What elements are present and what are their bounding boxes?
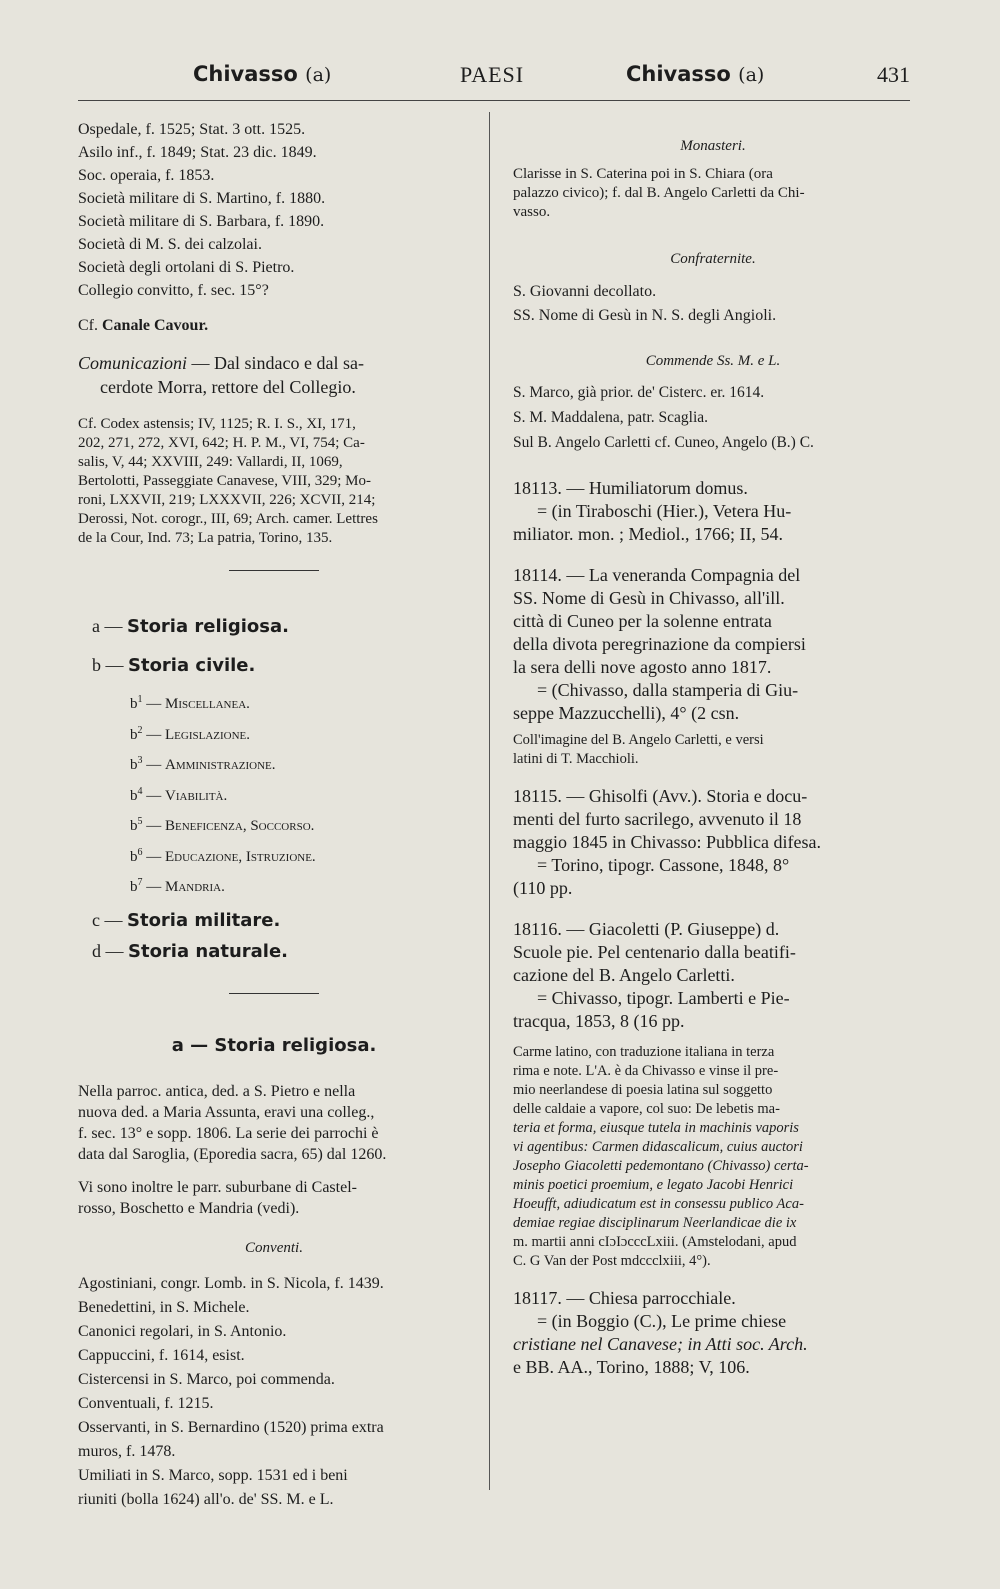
page-number: 431 bbox=[877, 62, 910, 87]
entry-18117: 18117. — Chiesa parrocchiale. = (in Boggio (C.), Le prime chiese cristiane nel Canavese; in Atti soc. Arch. e BB. AA., Torino, 1888; V, 106. bbox=[513, 1288, 808, 1377]
convento-item: Umiliati in S. Marco, sopp. 1531 ed i beni bbox=[78, 1466, 348, 1484]
section-c[interactable]: c — Storia militare. bbox=[92, 909, 281, 931]
commenda-item: Sul B. Angelo Carletti cf. Cuneo, Angelo (B.) C. bbox=[513, 434, 814, 451]
institution-item: Asilo inf., f. 1849; Stat. 23 dic. 1849. bbox=[78, 144, 317, 161]
ref-line: Bertolotti, Passeggiate Canavese, VIII, 329; Mo- bbox=[78, 473, 371, 489]
subsections-index bbox=[78, 687, 470, 901]
institution-item: Società degli ortolani di S. Pietro. bbox=[78, 259, 295, 276]
institution-item: Società militare di S. Barbara, f. 1890. bbox=[78, 213, 325, 230]
section-a[interactable]: a — Storia religiosa. bbox=[92, 616, 289, 637]
ref-line: salis, V, 44; XXVIII, 249: Vallardi, II, 1069, bbox=[78, 454, 343, 470]
commende-heading: Commende Ss. M. e L. bbox=[645, 353, 781, 369]
monasteri-heading: Monasteri. bbox=[680, 138, 746, 154]
subsection-b4[interactable]: $b^4$ — Viabilità. bbox=[130, 785, 228, 804]
parish-paragraph: Nella parroc. antica, ded. a S. Pietro e nella nuova ded. a Maria Assunta, eravi una colleg., f. sec. 13° e sopp. 1806. La serie dei parrochi è data dal Saroglia, (Eporedia sacra, 65) dal 1260. bbox=[78, 1082, 387, 1163]
convento-item: riuniti (bolla 1624) all'o. de' SS. M. e L. bbox=[78, 1490, 334, 1508]
cross-reference-link[interactable]: Canale Cavour. bbox=[102, 317, 209, 334]
column-divider bbox=[489, 112, 490, 1490]
ref-line: Derossi, Not. corogr., III, 69; Arch. camer. Lettres bbox=[78, 511, 378, 527]
convento-item: Osservanti, in S. Bernardino (1520) prima extra bbox=[78, 1418, 384, 1436]
institution-item: Ospedale, f. 1525; Stat. 3 ott. 1525. bbox=[78, 121, 306, 138]
running-header bbox=[78, 58, 910, 101]
suburban-parishes: Vi sono inoltre le parr. suburbane di Castel- rosso, Boschetto e Mandria (vedi). bbox=[78, 1178, 357, 1217]
header-center-title: PAESI bbox=[460, 62, 525, 87]
entry-18116: 18116. — Giacoletti (P. Giuseppe) d. Scuole pie. Pel centenario dalla beatifi- cazione del B. Angelo Carletti. = Chivasso, tipogr. Lamberti e Pie- tracqua, 1853, 8 (16 pp. bbox=[513, 919, 796, 1031]
entry-18113: 18113. — Humiliatorum domus. = (in Tiraboschi (Hier.), Vetera Hu- miliator. mon. ; Mediol., 1766; II, 54. bbox=[513, 478, 792, 544]
entry-18114: 18114. — La veneranda Compagnia del SS. Nome di Gesù in Chivasso, all'ill. città di Cuneo per la solenne entrata della divota peregrinazione da compiersi la sera delli nove agosto anno 1817. = (Chivasso, dalla stamperia di Giu- seppe Mazzucchelli), 4° (2 csn. bbox=[513, 565, 806, 723]
subsection-b7[interactable]: $b^7$ — Mandria. bbox=[130, 877, 225, 895]
conventi-heading: Conventi. bbox=[245, 1239, 303, 1256]
convento-item: Canonici regolari, in S. Antonio. bbox=[78, 1322, 287, 1340]
confraternita-item: SS. Nome di Gesù in N. S. degli Angioli. bbox=[513, 307, 777, 324]
confraternite-list bbox=[513, 280, 913, 328]
convento-item: Cappuccini, f. 1614, esist. bbox=[78, 1346, 245, 1364]
right-column bbox=[513, 135, 913, 1379]
ref-line: 202, 271, 272, XVI, 642; H. P. M., VI, 754; Ca- bbox=[78, 435, 365, 451]
convento-item: Benedettini, in S. Michele. bbox=[78, 1298, 250, 1316]
entry-18116-note: Carme latino, con traduzione italiana in terza rima e note. L'A. è da Chivasso e vinse il pre- mio neerlandese di poesia latina sul soggetto delle caldaie a vapore, col suo: De lebetis ma- teria et forma, eiusque tutela in machinis vaporis vi agentibus: Carmen didascalicum, cuius auctori Josepho Giacoletti pedemontano (Chivasso) certa- minis poetici proemium, e legato Jacobi Henrici Hoeufft, adiudicatum est in consessu publico Aca- demiae regiae disciplinarum Neerlandicae die ix m. martii anni cIɔIɔcccLxiii. (Amstelodani, apud C. G Van der Post mdccclxiii, 4°). bbox=[513, 1044, 809, 1269]
sections-index-2 bbox=[78, 905, 470, 967]
subsection-b5[interactable]: $b^5$ — Beneficenza, Soccorso. bbox=[130, 816, 315, 834]
institution-item: Collegio convitto, f. sec. 15°? bbox=[78, 282, 269, 299]
commenda-item: S. Marco, già prior. de' Cisterc. er. 1614. bbox=[513, 384, 765, 401]
institution-item: Società di M. S. dei calzolai. bbox=[78, 236, 262, 253]
convento-item: muros, f. 1478. bbox=[78, 1442, 176, 1460]
convento-item: Conventuali, f. 1215. bbox=[78, 1394, 214, 1412]
institution-item: Soc. operaia, f. 1853. bbox=[78, 167, 215, 184]
subsection-b6[interactable]: $b^6$ — Educazione, Istruzione. bbox=[130, 846, 316, 865]
cross-reference: Cf. Canale Cavour. bbox=[78, 317, 209, 334]
ref-line: Cf. Codex astensis; IV, 1125; R. I. S., XI, 171, bbox=[78, 416, 356, 432]
section-d[interactable]: d — Storia naturale. bbox=[92, 940, 289, 962]
bibliography-refs bbox=[78, 415, 470, 548]
entry-18115: 18115. — Ghisolfi (Avv.). Storia e docu- menti del furto sacrilego, avvenuto il 18 maggio 1845 in Chivasso: Pubblica difesa. = Torino, tipogr. Cassone, 1848, 8° (110 pp. bbox=[513, 786, 821, 898]
ref-line: roni, LXXVII, 219; LXXXVII, 226; XCVII, 214; bbox=[78, 492, 376, 508]
subsection-b2[interactable]: $b^2$ — Legislazione. bbox=[130, 724, 251, 743]
institutions-list bbox=[78, 118, 470, 302]
conventi-list bbox=[78, 1272, 470, 1512]
monasteri-paragraph: Clarisse in S. Caterina poi in S. Chiara (ora palazzo civico); f. dal B. Angelo Carletti da Chi- vasso. bbox=[513, 166, 805, 220]
subsection-b1[interactable]: $b^1$ — Miscellanea. bbox=[130, 694, 250, 712]
sections-index bbox=[78, 611, 470, 681]
convento-item: Agostiniani, congr. Lomb. in S. Nicola, f. 1439. bbox=[78, 1274, 384, 1292]
separator-rule bbox=[229, 570, 319, 571]
commenda-item: S. M. Maddalena, patr. Scaglia. bbox=[513, 409, 708, 426]
confraternita-item: S. Giovanni decollato. bbox=[513, 283, 657, 300]
confraternite-heading: Confraternite. bbox=[670, 251, 756, 267]
section-a-heading: a — Storia religiosa. bbox=[171, 1034, 377, 1056]
commende-list bbox=[513, 380, 913, 455]
section-b[interactable]: b — Storia civile. bbox=[92, 655, 256, 676]
separator-rule bbox=[229, 993, 319, 994]
comunicazioni: Comunicazioni — Dal sindaco e dal sa- cerdote Morra, rettore del Collegio. bbox=[78, 353, 364, 397]
header-right-title: Chivasso (a) bbox=[626, 62, 765, 86]
convento-item: Cistercensi in S. Marco, poi commenda. bbox=[78, 1370, 335, 1388]
subsection-b3[interactable]: $b^3$ — Amministrazione. bbox=[130, 755, 276, 773]
left-column bbox=[78, 118, 470, 1512]
ref-line: de la Cour, Ind. 73; La patria, Torino, 135. bbox=[78, 530, 333, 546]
header-left-title: Chivasso (a) bbox=[193, 62, 332, 86]
institution-item: Società militare di S. Martino, f. 1880. bbox=[78, 190, 326, 207]
entry-18114-note: Coll'imagine del B. Angelo Carletti, e versi latini di T. Macchioli. bbox=[513, 732, 764, 767]
